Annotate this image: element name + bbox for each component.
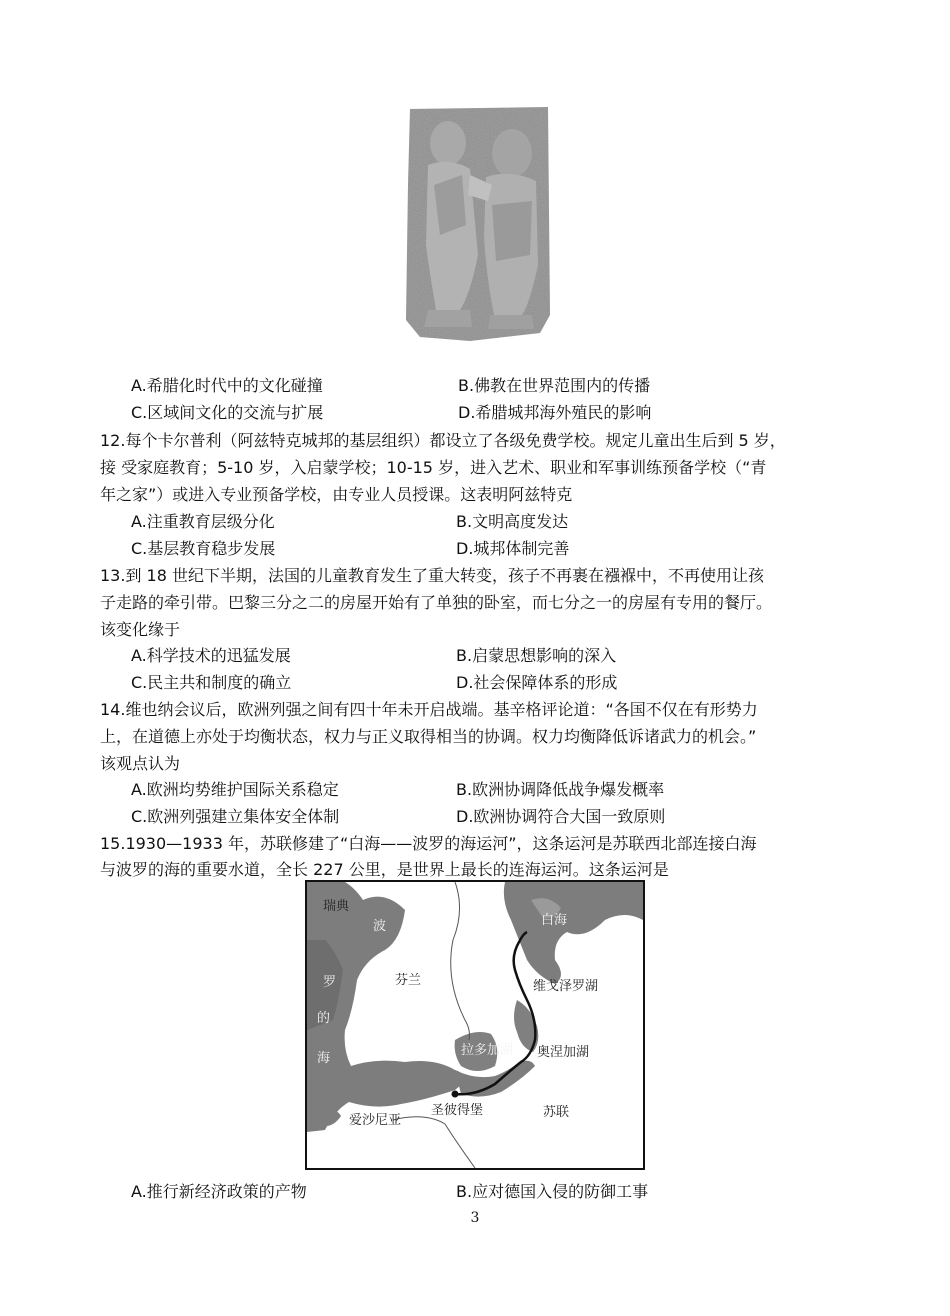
q12-option-b: B.文明高度发达: [456, 512, 569, 531]
q14-text-line-3: 该观点认为: [100, 754, 181, 773]
label-estonia: 爱沙尼亚: [349, 1113, 402, 1128]
q12-text-line-3: 年之家”）或进入专业预备学校，由专业人员授课。这表明阿兹特克: [100, 485, 573, 504]
q13-option-b: B.启蒙思想影响的深入: [456, 646, 617, 665]
label-vygozero: 维戈泽罗湖: [533, 979, 599, 994]
label-white-sea: 白海: [541, 913, 568, 928]
q13-text-line-2: 子走路的牵引带。巴黎三分之二的房屋开始有了单独的卧室，而七分之一的房屋有专用的餐厅。: [100, 593, 773, 612]
label-baltic-3: 的: [317, 1011, 331, 1026]
label-baltic-2: 罗: [323, 975, 337, 990]
q14-option-c: C.欧洲列强建立集体安全体制: [131, 807, 340, 826]
label-sweden: 瑞典: [323, 899, 350, 914]
label-baltic-4: 海: [317, 1051, 331, 1066]
q12-option-a: A.注重教育层级分化: [131, 512, 275, 531]
q14-option-d: D.欧洲协调符合大国一致原则: [456, 807, 666, 826]
page-number: 3: [470, 1210, 480, 1226]
q15-text-line-1: 15.1930—1933 年，苏联修建了“白海——波罗的海运河”，这条运河是苏联西北部连接白海: [100, 834, 757, 853]
label-ladoga: 拉多加湖: [461, 1043, 514, 1058]
q11-option-b: B.佛教在世界范围内的传播: [458, 376, 651, 395]
q14-text-line-1: 14.维也纳会议后，欧洲列强之间有四十年未开启战端。基辛格评论道：“各国不仅在有形势力: [100, 700, 758, 719]
q13-option-d: D.社会保障体系的形成: [456, 673, 618, 692]
q13-option-c: C.民主共和制度的确立: [131, 673, 292, 692]
q14-option-b: B.欧洲协调降低战争爆发概率: [456, 780, 665, 799]
q12-text-line-1: 12.每个卡尔普利（阿兹特克城邦的基层组织）都设立了各级免费学校。规定儿童出生后到 5 岁，: [100, 431, 786, 450]
q12-option-c: C.基层教育稳步发展: [131, 539, 276, 558]
q13-option-a: A.科学技术的迅猛发展: [131, 646, 291, 665]
q15-text-line-2: 与波罗的海的重要水道，全长 227 公里，是世界上最长的连海运河。这条运河是: [100, 860, 669, 879]
label-finland: 芬兰: [395, 973, 422, 988]
canal-map: [305, 880, 645, 1170]
q11-option-a: A.希腊化时代中的文化碰撞: [131, 376, 323, 395]
q15-option-a: A.推行新经济政策的产物: [131, 1182, 307, 1201]
q14-option-a: A.欧洲均势维护国际关系稳定: [131, 780, 339, 799]
label-ussr: 苏联: [543, 1105, 570, 1120]
q13-text-line-1: 13.到 18 世纪下半期，法国的儿童教育发生了重大转变，孩子不再裹在襁褓中，不再使用让孩: [100, 566, 764, 585]
q12-option-d: D.城邦体制完善: [456, 539, 570, 558]
label-petersburg: 圣彼得堡: [431, 1103, 484, 1118]
q12-text-line-2: 接 受家庭教育；5-10 岁，入启蒙学校；10-15 岁，进入艺术、职业和军事训练预备学校（“青: [100, 458, 767, 477]
relief-figure: [400, 105, 555, 345]
q11-option-c: C.区域间文化的交流与扩展: [131, 403, 324, 422]
relief-image: [400, 105, 555, 345]
petersburg-dot: [452, 1091, 459, 1098]
q11-option-d: D.希腊城邦海外殖民的影响: [458, 403, 652, 422]
q14-text-line-2: 上，在道德上亦处于均衡状态，权力与正义取得相当的协调。权力均衡降低诉诸武力的机会。”: [100, 727, 757, 746]
q13-text-line-3: 该变化缘于: [100, 620, 181, 639]
label-baltic-1: 波: [373, 919, 387, 934]
q15-option-b: B.应对德国入侵的防御工事: [456, 1182, 649, 1201]
label-onega: 奥涅加湖: [537, 1045, 590, 1060]
